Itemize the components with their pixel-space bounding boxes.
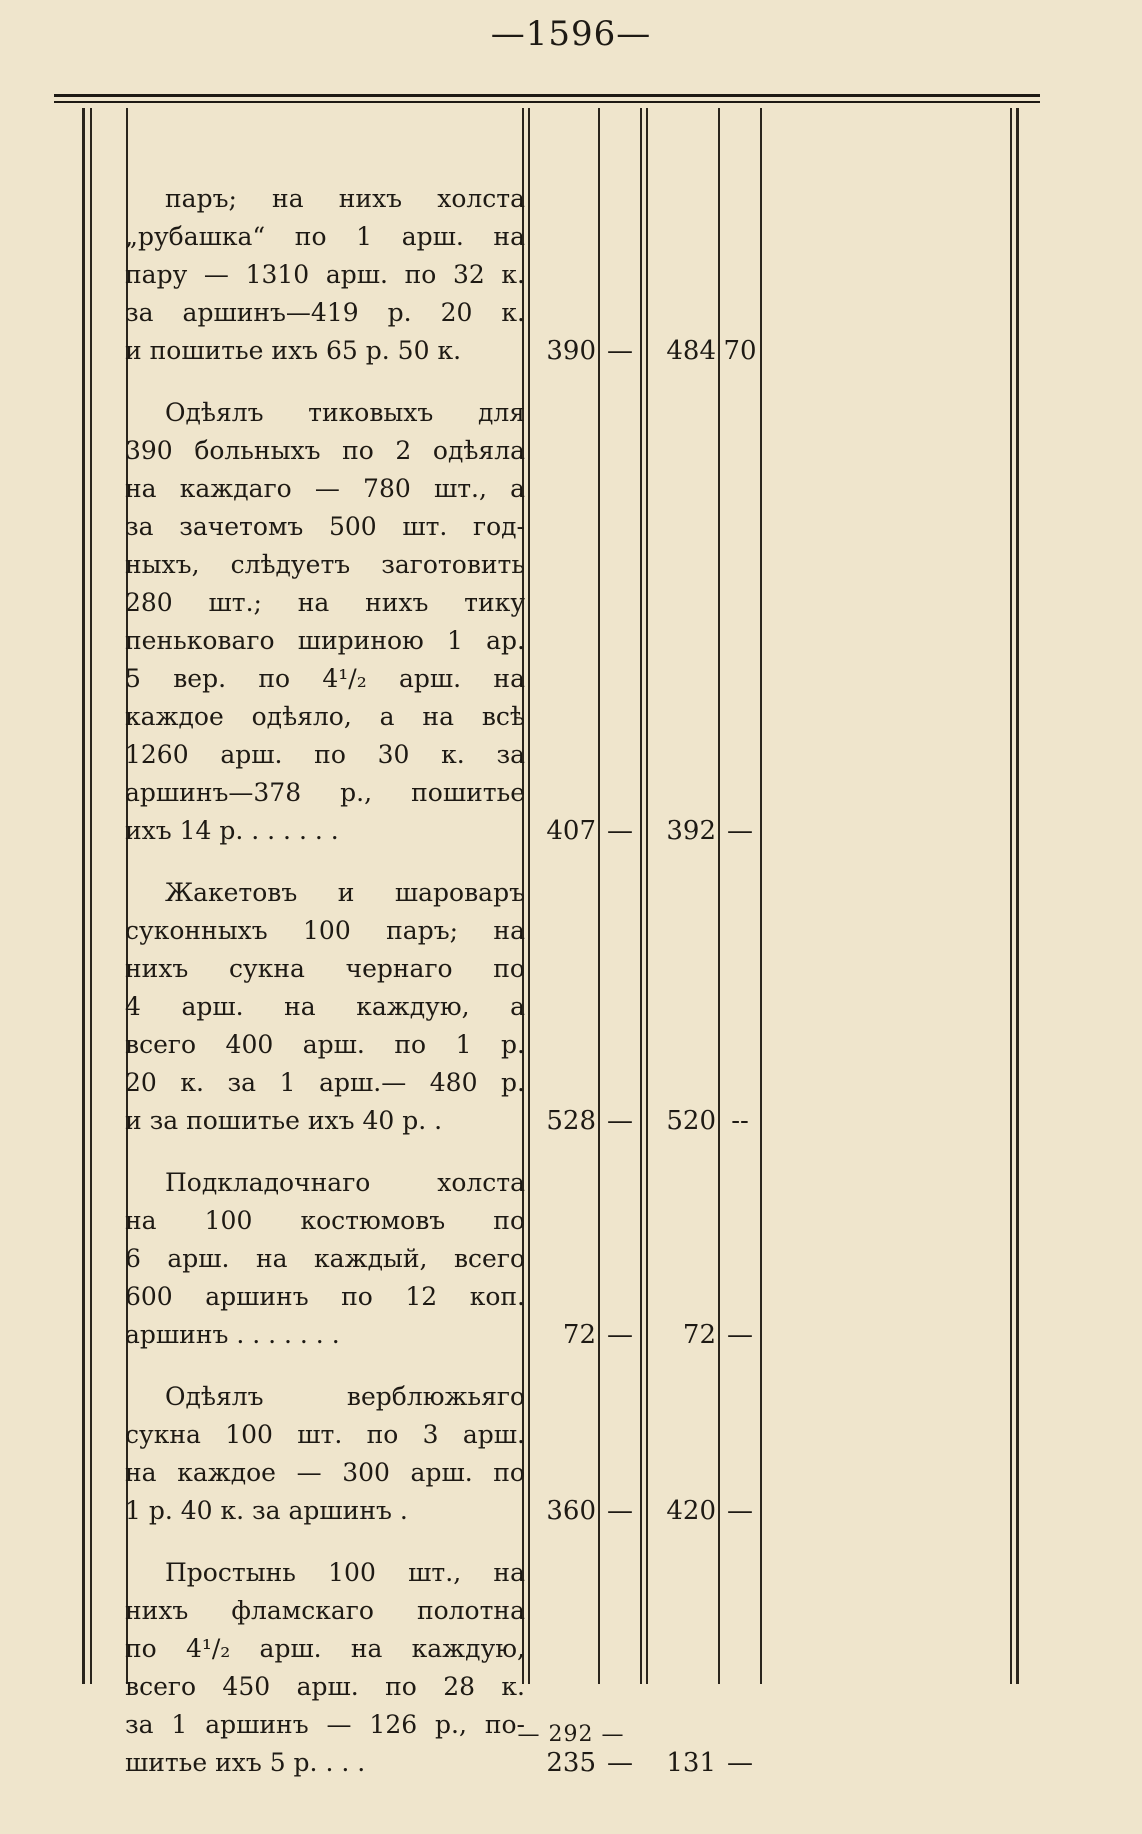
entry-value: —: [727, 816, 753, 846]
entry-line: Жакетовъ и шароваръ: [165, 878, 525, 907]
entry-line: 5 вер. по 4¹/₂ арш. на: [125, 664, 525, 693]
entry-text: [125, 1554, 525, 1782]
entry-value: —: [607, 1106, 633, 1136]
entry-line: 6 арш. на каждый, всего: [125, 1244, 525, 1273]
page-number: —1596—: [490, 14, 652, 54]
entry-value: —: [727, 1748, 753, 1778]
entry-line: на 100 костюмовъ по: [125, 1206, 525, 1235]
entry-line: ныхъ, слѣдуетъ заготовить: [125, 550, 525, 579]
entry-value: 235: [546, 1748, 596, 1778]
entry-value: 484: [666, 336, 716, 366]
entry-value: —: [607, 336, 633, 366]
entry-line: Одѣялъ тиковыхъ для: [165, 398, 525, 427]
entry-line: нихъ сукна чернаго по: [125, 954, 525, 983]
entry-line: по 4¹/₂ арш. на каждую,: [125, 1634, 525, 1663]
entry-line: шитье ихъ 5 р. . . .: [125, 1748, 366, 1777]
entry-line: и за пошитье ихъ 40 р. .: [125, 1106, 443, 1135]
header-rule: [54, 94, 1040, 97]
footer-page-ref: — 292 —: [517, 1722, 625, 1747]
entry-text: [125, 874, 525, 1140]
entry-value: 528: [546, 1106, 596, 1136]
entry-value: 360: [546, 1496, 596, 1526]
entry-value: —: [607, 1320, 633, 1350]
entry-value: 407: [546, 816, 596, 846]
entry-line: „рубашка“ по 1 арш. на: [125, 222, 525, 251]
entry-line: ихъ 14 р. . . . . . .: [125, 816, 339, 845]
entry-text: [125, 1378, 525, 1530]
entry-line: 4 арш. на каждую, а: [125, 992, 525, 1021]
entry-line: 280 шт.; на нихъ тику: [125, 588, 525, 617]
entries: [125, 180, 525, 1782]
entry-value: 392: [666, 816, 716, 846]
entry-line: за 1 аршинъ — 126 р., по-: [125, 1710, 525, 1739]
entry-value: 131: [666, 1748, 716, 1778]
column-divider: [760, 108, 762, 1684]
column-divider: [1010, 108, 1012, 1684]
entry-value: 520: [666, 1106, 716, 1136]
entry-value: 390: [546, 336, 596, 366]
entry-line: Подкладочнаго холста: [165, 1168, 525, 1197]
entry-text: [125, 180, 525, 370]
entry-line: аршинъ—378 р., пошитье: [125, 778, 525, 807]
entry-value: --: [731, 1106, 749, 1136]
entry-value: 420: [666, 1496, 716, 1526]
entry-line: за аршинъ—419 р. 20 к.: [125, 298, 525, 327]
entry-line: 390 больныхъ по 2 одѣяла: [125, 436, 525, 465]
entry-value: —: [607, 1748, 633, 1778]
entry-line: на каждое — 300 арш. по: [125, 1458, 525, 1487]
entry-line: аршинъ . . . . . . .: [125, 1320, 340, 1349]
entry-line: суконныхъ 100 паръ; на: [125, 916, 525, 945]
column-divider: [640, 108, 642, 1684]
header-rule: [54, 101, 1040, 103]
entry-line: нихъ фламскаго полотна: [125, 1596, 525, 1625]
column-divider: [1016, 108, 1019, 1684]
entry-line: пару — 1310 арш. по 32 к.: [125, 260, 525, 289]
entry-value: —: [727, 1320, 753, 1350]
entry-line: каждое одѣяло, а на всѣ: [125, 702, 525, 731]
entry-line: сукна 100 шт. по 3 арш.: [125, 1420, 525, 1449]
entry-value: —: [607, 1496, 633, 1526]
entry-line: Одѣялъ верблюжьяго: [165, 1382, 525, 1411]
entry-value: 70: [723, 336, 757, 366]
entry-line: 1 р. 40 к. за аршинъ .: [125, 1496, 408, 1525]
entry-line: пеньковаго шириною 1 ар.: [125, 626, 525, 655]
entry-line: 600 аршинъ по 12 коп.: [125, 1282, 525, 1311]
entry-value: 72: [562, 1320, 596, 1350]
entry-value: 72: [682, 1320, 716, 1350]
entry-text: [125, 1164, 525, 1354]
entry-line: всего 400 арш. по 1 р.: [125, 1030, 525, 1059]
entry-line: и пошитье ихъ 65 р. 50 к.: [125, 336, 462, 365]
entry-line: за зачетомъ 500 шт. год-: [125, 512, 525, 541]
entry-text: [125, 394, 525, 850]
entry-value: —: [607, 816, 633, 846]
entry-line: паръ; на нихъ холста: [165, 184, 525, 213]
entry-line: всего 450 арш. по 28 к.: [125, 1672, 525, 1701]
column-divider: [82, 108, 85, 1684]
entry-line: Простынь 100 шт., на: [165, 1558, 525, 1587]
entry-line: на каждаго — 780 шт., а: [125, 474, 525, 503]
entry-line: 1260 арш. по 30 к. за: [125, 740, 525, 769]
column-divider: [90, 108, 92, 1684]
entry-line: 20 к. за 1 арш.— 480 р.: [125, 1068, 525, 1097]
entry-value: —: [727, 1496, 753, 1526]
